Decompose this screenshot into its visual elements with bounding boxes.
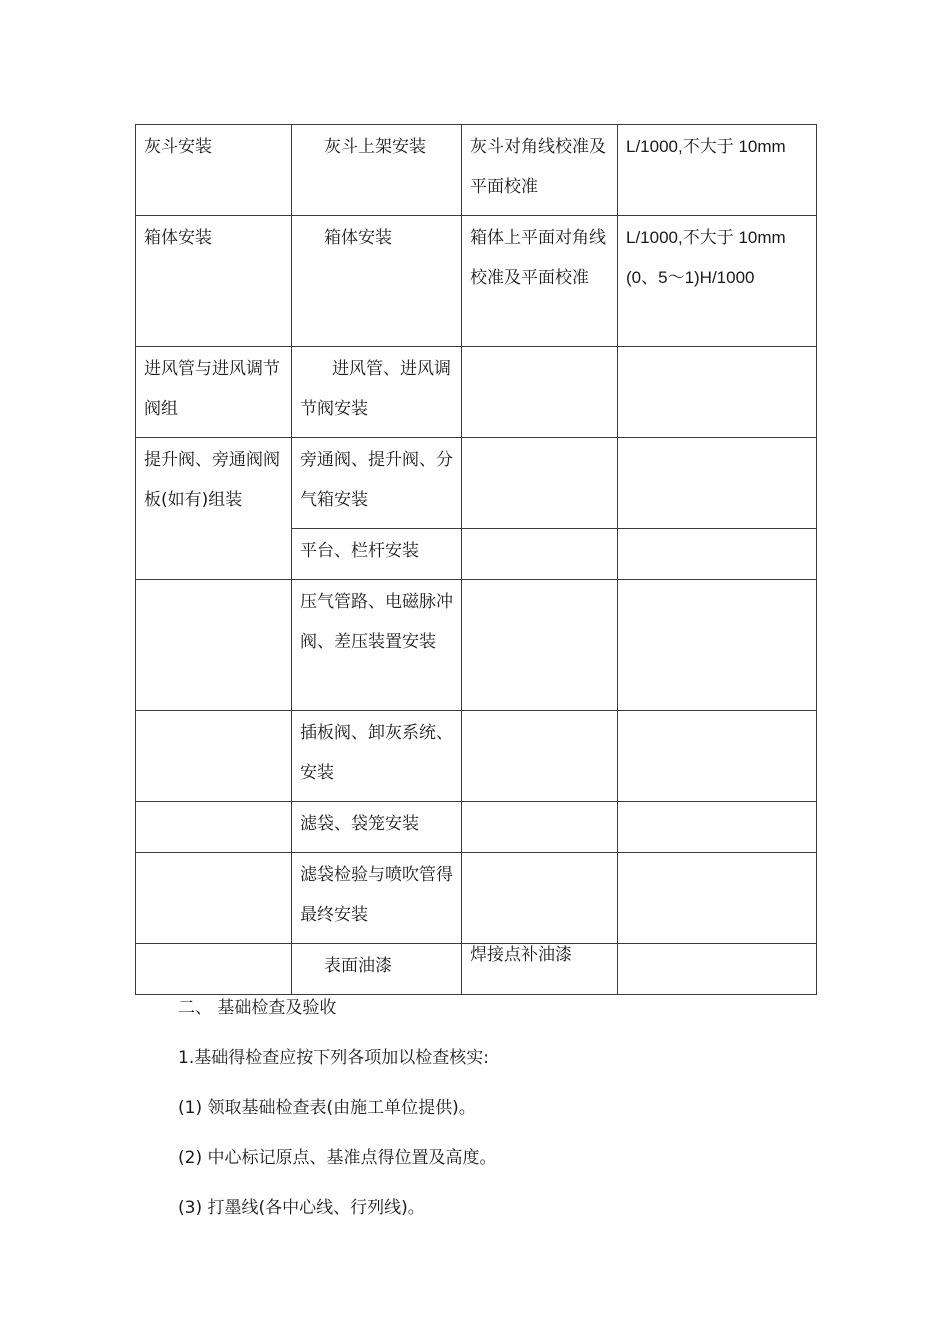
table-cell: [462, 347, 618, 438]
table-row: [136, 125, 817, 216]
table-cell: 旁通阀、提升阀、分气箱安装: [292, 438, 462, 529]
table-cell: [618, 580, 817, 711]
table-cell: [462, 438, 618, 529]
section-heading: 二、 基础检查及验收: [178, 998, 337, 1018]
table-cell: 压气管路、电磁脉冲阀、差压装置安装: [292, 580, 462, 711]
table-cell: [462, 802, 618, 853]
table-cell: 进风管与进风调节阀组: [136, 347, 292, 438]
table-cell: [618, 802, 817, 853]
table-row: [136, 711, 817, 802]
table-cell: [618, 529, 817, 580]
paragraph-item-1: 1.基础得检查应按下列各项加以检查核实:: [178, 1048, 489, 1068]
table-row: [136, 216, 817, 347]
paragraph-subitem-3: (3) 打墨线(各中心线、行列线)。: [178, 1198, 425, 1218]
table-cell: 箱体上平面对角线校准及平面校准: [462, 216, 618, 347]
table-cell: 灰斗上架安装: [292, 125, 462, 216]
table-cell: [462, 853, 618, 944]
paragraph-subitem-2: (2) 中心标记原点、基准点得位置及高度。: [178, 1148, 497, 1168]
table-cell: [136, 711, 292, 802]
table-row: [136, 802, 817, 853]
table-cell: 进风管、进风调节阀安装: [292, 347, 462, 438]
table-cell: [136, 944, 292, 995]
table-row: [136, 853, 817, 944]
table-cell: L/1000,不大于 10mm: [618, 125, 817, 216]
installation-table: [135, 124, 817, 995]
table-cell: 提升阀、旁通阀阀板(如有)组装: [136, 438, 292, 580]
table-cell: [462, 529, 618, 580]
table-cell: 插板阀、卸灰系统、安装: [292, 711, 462, 802]
table-cell: [462, 711, 618, 802]
paragraph-subitem-1: (1) 领取基础检查表(由施工单位提供)。: [178, 1098, 476, 1118]
table-cell: 箱体安装: [136, 216, 292, 347]
table-cell: 平台、栏杆安装: [292, 529, 462, 580]
table-cell: [618, 944, 817, 995]
table-cell: 灰斗对角线校准及平面校准: [462, 125, 618, 216]
table-cell: 表面油漆: [292, 944, 462, 995]
table-cell: [136, 580, 292, 711]
table-cell: [462, 580, 618, 711]
table-cell: 箱体安装: [292, 216, 462, 347]
table-cell: [618, 711, 817, 802]
table-row: [136, 438, 817, 529]
table-cell: 滤袋、袋笼安装: [292, 802, 462, 853]
table-cell: [136, 853, 292, 944]
table-cell: [618, 853, 817, 944]
table-cell: [136, 802, 292, 853]
table-cell: [618, 347, 817, 438]
table-cell: L/1000,不大于 10mm(0、5～1)H/1000: [618, 216, 817, 347]
table-row: [136, 347, 817, 438]
table-cell: 滤袋检验与喷吹管得最终安装: [292, 853, 462, 944]
table-cell: 灰斗安装: [136, 125, 292, 216]
table-row: [136, 580, 817, 711]
table-row: [136, 944, 817, 995]
table-cell: 焊接点补油漆: [462, 944, 618, 995]
table-cell: [618, 438, 817, 529]
